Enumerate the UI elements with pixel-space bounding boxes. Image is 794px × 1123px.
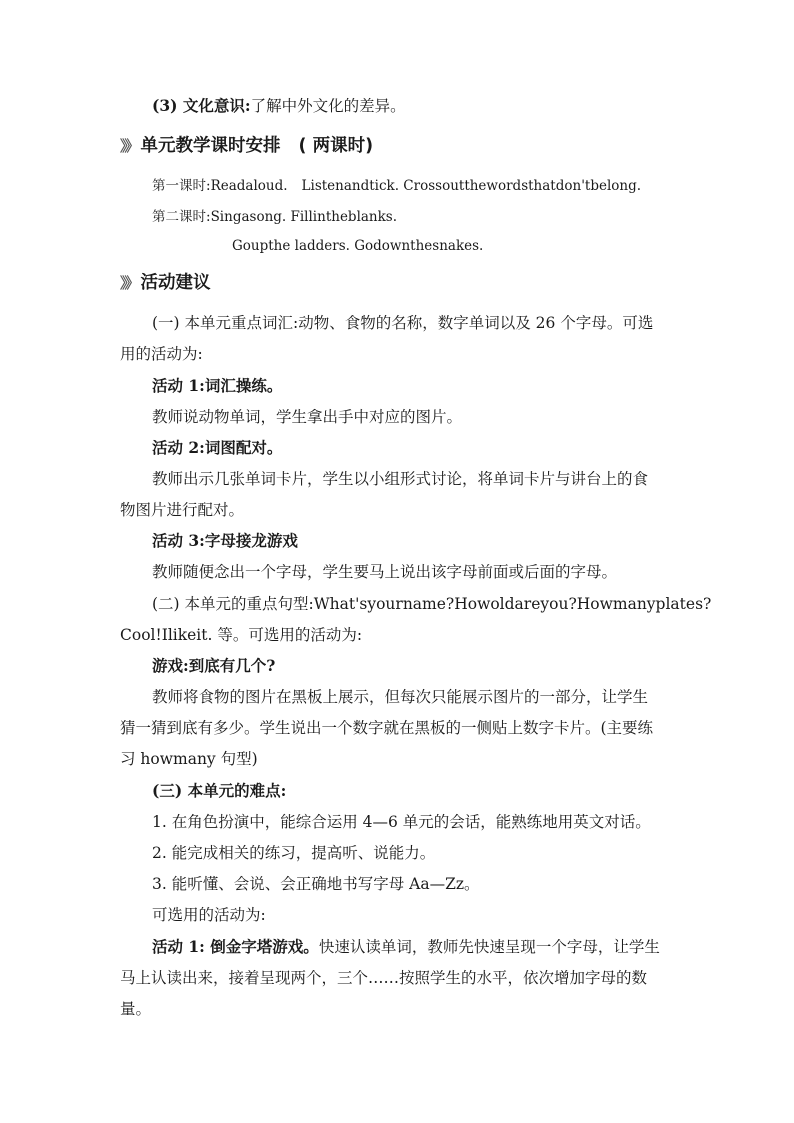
game-text-line-3: 习 howmany 句型) — [120, 750, 258, 768]
activity-2-text-line-1: 教师出示几张单词卡片，学生以小组形式讨论，将单词卡片与讲台上的食 — [152, 470, 649, 488]
double-chevron-icon: 》》 — [120, 137, 137, 155]
difficulty-item-2: 2. 能完成相关的练习，提高听、说能力。 — [152, 844, 436, 862]
schedule-heading-text: 单元教学课时安排 — [140, 136, 281, 156]
difficulties-title: (三) 本单元的难点: — [152, 781, 287, 800]
lesson-2-line-b: Goupthe ladders. Godownthesnakes. — [232, 238, 484, 254]
lesson-2-part-a: Singasong. Fillintheblanks. — [210, 209, 398, 225]
sentence-pattern-line-1: (二) 本单元的重点句型:What'syourname?Howoldareyou?Howmanyplates? — [152, 595, 712, 613]
vocab-paragraph-line-1: (一) 本单元重点词汇:动物、食物的名称，数字单词以及 26 个字母。可选 — [152, 314, 654, 332]
activities-heading-text: 活动建议 — [140, 273, 211, 293]
lesson-1-part-b: Listenandtick. Crossoutthewordsthatdon'tbelong. — [301, 178, 642, 194]
double-chevron-icon: 》》 — [120, 274, 137, 292]
sentence-pattern-line-2: Cool!Ilikeit. 等。可选用的活动为: — [120, 626, 363, 644]
lesson-2-label: 第二课时: — [152, 209, 211, 225]
difficulty-item-1: 1. 在角色扮演中，能综合运用 4—6 单元的会话，能熟练地用英文对话。 — [152, 813, 651, 831]
culture-objective-text: 了解中外文化的差异。 — [250, 97, 406, 115]
schedule-heading-note: ( 两课时) — [298, 136, 374, 156]
game-title: 游戏:到底有几个? — [152, 656, 276, 675]
vocab-paragraph-line-2: 用的活动为: — [120, 345, 203, 363]
culture-objective-line — [152, 96, 406, 116]
lesson-1-part-a: Readaloud. — [210, 178, 288, 194]
difficulty-item-3: 3. 能听懂、会说、会正确地书写字母 Aa—Zz。 — [152, 875, 480, 893]
game-text-line-2: 猜一猜到底有多少。学生说出一个数字就在黑板的一侧贴上数字卡片。(主要练 — [120, 719, 654, 737]
activity-2-title: 活动 2:词图配对。 — [152, 438, 283, 457]
activity-4-title: 活动 1: 倒金字塔游戏。 — [152, 937, 319, 956]
activity-1-title: 活动 1:词汇操练。 — [152, 376, 283, 395]
activity-2-text-line-2: 物图片进行配对。 — [120, 501, 245, 519]
activity-4-line-3: 量。 — [120, 1000, 152, 1018]
activity-1-text: 教师说动物单词，学生拿出手中对应的图片。 — [152, 408, 463, 426]
optional-activities-label: 可选用的活动为: — [152, 906, 266, 924]
culture-objective-label: (3) 文化意识: — [152, 96, 251, 115]
activity-4-line-2: 马上认读出来，接着呈现两个，三个……按照学生的水平，依次增加字母的数 — [120, 969, 648, 987]
activity-3-title: 活动 3:字母接龙游戏 — [152, 531, 298, 550]
activity-4-line-1 — [152, 937, 660, 957]
activities-heading — [120, 272, 211, 294]
lesson-1-label: 第一课时: — [152, 178, 211, 194]
activity-3-text: 教师随便念出一个字母，学生要马上说出该字母前面或后面的字母。 — [152, 563, 618, 581]
lesson-2-line — [152, 207, 397, 227]
game-text-line-1: 教师将食物的图片在黑板上展示，但每次只能展示图片的一部分，让学生 — [152, 688, 649, 706]
schedule-heading — [120, 135, 373, 157]
lesson-1-line — [152, 176, 641, 196]
activity-4-text: 快速认读单词，教师先快速呈现一个字母，让学生 — [318, 938, 660, 956]
